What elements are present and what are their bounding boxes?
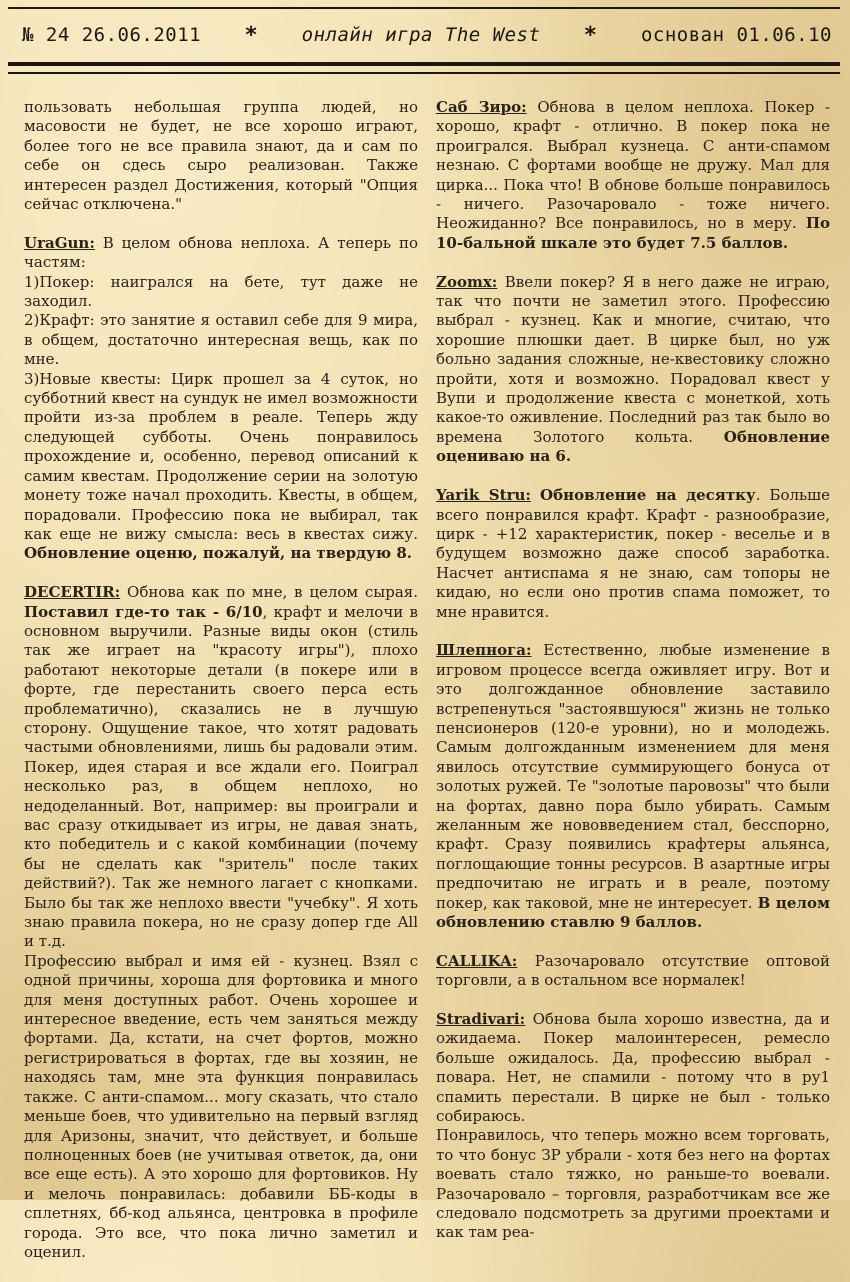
comment-paragraph [24,311,418,369]
comment-text: Естественно, любые изменение в игровом процессе всегда оживляет игру. Вот и это долгожданное обновление заставило встрепенуться "застоявшуюся" жизнь не только пенсионеров (120-е уровни), но и молодежь. Самым долгожданным изменением для меня явилось отсутствие суммирующего бонуса от золотых ружей. Те "золотые паровозы" что были на фортах, давно пора было убирать. Самым желанным же нововведением стал, бесспорно, крафт. Сразу появились крафтеры альянса, поглощающие тонны ресурсов. В азартные игры предпочитаю не играть и в реале, поэтому покер, как таковой, мне не интересует. [436,641,830,912]
comment-block [436,486,830,622]
masthead-bottom-rule [8,72,840,74]
comment-text: 1)Покер: наигрался на бете, тут даже не заходил. [24,272,418,311]
comment-text: Понравилось, что теперь можно всем торговать, то что бонус ЗР убрали - хотя без него на фортах воевать стало тяжко, но раньше-то воевали. Разочаровало – торговля, разработчикам все же следовало подсмотреть за другими проектами и как там реа- [436,1126,830,1242]
comment-paragraph [24,98,418,214]
rating-text: Обновление оцениваю на 6. [436,427,830,466]
comment-paragraph [436,273,830,467]
comment-text: Обнова как по мне, в целом сырая. [120,583,418,602]
comment-paragraph [24,952,418,1263]
left-column [24,98,418,1282]
star-separator-1: * [244,22,259,48]
comment-paragraph [436,486,830,622]
rating-text: В целом обновлению ставлю 9 баллов. [436,893,831,932]
comment-paragraph [436,98,830,253]
comment-text: , крафт и мелочи в основном выручили. Разные виды окон (стиль так же играет на "красоту игры"), плохо работают некоторые детали (в покере или в форте, где перестанить своего перса есть проблематично), сказались не в лучшую сторону. Ощущение такое, что хотят радовать частыми обновлениями, лишь бы радовали этим. Покер, идея старая и все ждали его. Поиграл несколько раз, в общем неплохо, но недоделанный. Вот, например: вы проиграли и вас сразу откидывает из игры, не давая знать, кто победитель и с какой комбинации (почему бы не сделать как "зритель" после таких действий?). Так же немного лагает с кнопками. Было бы так же неплохо ввести "учебку". Я хоть знаю правила покера, но не сразу допер где All и т.д. [24,602,418,951]
rating-text: По 10-бальной шкале это будет 7.5 баллов. [436,214,830,252]
comment-block [436,98,830,253]
comment-block [436,641,830,932]
rating-text: Обновление оценю, пожалуй, на твердую 8. [24,544,413,563]
comment-text: Обнова в целом неплоха. Покер - хорошо, крафт - отлично. В покер пока не проигрался. Выбрал кузнеца. С анти-спамом незнаю. С фортами вообще не дружу. Мал для цирка... Пока что! В обнове больше понравилось - ничего. Разочаровало - тоже ничего. Неожиданно? Все понравилось, но в меру. [436,98,831,233]
comment-paragraph [436,1010,830,1126]
comment-block [24,234,418,564]
founded-date: основан 01.06.10 [640,24,832,46]
comment-text: Ввели покер? Я в него даже не играю, так что почти не заметил этого. Профессию выбрал - кузнец. Как и многие, считаю, что хорошие плюшки дает. В цирке был, но уж больно задания сложные, не-квестовику сложно пройти, хотя и возможно. Порадовал квест у Вупи и продолжение квеста с монеткой, хоть какое-то оживление. Последний раз так было во времена Золотого кольта. [436,272,830,446]
comment-block [436,952,830,991]
author-name: Yarik Stru: [436,486,531,505]
comment-paragraph [436,952,830,991]
comment-paragraph [24,234,418,273]
newspaper-title: онлайн игра The West [301,24,541,46]
author-name: UraGun: [24,233,95,252]
comment-text: 2)Крафт: это занятие я оставил себе для 9 мира, в общем, достаточно интересная вещь, как по мне. [24,311,418,369]
masthead-row [22,18,832,52]
rating-text: Поставил где-то так - 6/10 [24,602,263,621]
comment-block [24,98,418,214]
newspaper-masthead [0,0,850,92]
masthead-thick-rule [8,62,840,66]
author-name: CALLIKA: [436,951,518,970]
comment-text: Обнова была хорошо известна, да и ожидаема. Покер малоинтересен, ремесло больше ожидалось. Да, профессию выбрал - повара. Нет, не спамили - потому что в ру1 спамить перестали. В цирке не был - только собираюсь. [436,1010,830,1126]
comment-paragraph [24,370,418,564]
author-name: DECERTIR: [24,583,121,602]
masthead-top-rule [8,7,840,9]
comment-paragraph [436,1126,830,1242]
comment-paragraph [436,641,830,932]
author-name: Шлепнога: [436,641,532,660]
comment-block [24,583,418,1262]
rating-text: Обновление на десятку [540,486,756,505]
comment-text: Профессию выбрал и имя ей - кузнец. Взял с одной причины, хороша для фортовика и много для меня доступных работ. Очень хорошее и интересное введение, есть чем заняться между фортами. Да, кстати, на счет фортов, можно регистрироваться в фортах, где вы хозяин, не находясь там, мне эта функция понравилась также. С анти-спамом... могу сказать, что стало меньше боев, что удивительно на первый взгляд для Аризоны, значит, что действует, и больше полноценных боев (не учитывая ответок, да, они все еще есть). А это хорошо для фортовиков. Ну и мелочь понравилась: добавили ББ-коды в сплетнях, бб-код альянса, центровка в профиле города. Это все, что пока лично заметил и оценил. [24,951,418,1261]
author-name: Zoomx: [436,272,498,291]
comment-block [436,273,830,467]
author-name: Саб Зиро: [436,98,527,116]
right-column [436,98,830,1262]
star-separator-2: * [583,22,598,48]
comment-paragraph [24,273,418,312]
comment-text: 3)Новые квесты: Цирк прошел за 4 суток, но субботний квест на сундук не имел возможности пройти из-за проблем в реале. Теперь жду следующей субботы. Очень понравилось прохождение и, особенно, перевод описаний к самим квестам. Продолжение серии на золотую монету тоже начал проходить. Квесты, в общем, порадовали. Профессию пока не выбирал, так как еще не вижу смысла: весь в квестах сижу. [24,369,418,543]
comment-paragraph [24,583,418,952]
comment-text: Разочаровало отсутствие оптовой торговли, а в остальном все нормалек! [436,951,830,990]
comment-text [531,486,540,504]
author-name: Stradivari: [436,1010,526,1029]
comment-text: пользовать небольшая группа людей, но масовости не будет, не все хорошо играют, более того не все правила знают, да и сам по себе он сдесь сыро реализован. Также интересен раздел Достижения, который "Опция сейчас отключена." [24,98,418,214]
issue-number-date: № 24 26.06.2011 [22,24,202,46]
comment-block [436,1010,830,1243]
comment-text: В целом обнова неплоха. А теперь по частям: [24,233,418,272]
comment-text: . Больше всего понравился крафт. Крафт - разнообразие, цирк - +12 характеристик, покер - веселье и в будущем возможно даже способ заработка. Насчет антиспама я не знаю, сам топоры не кидаю, но если оно против спама поможет, то мне нравится. [436,486,830,621]
